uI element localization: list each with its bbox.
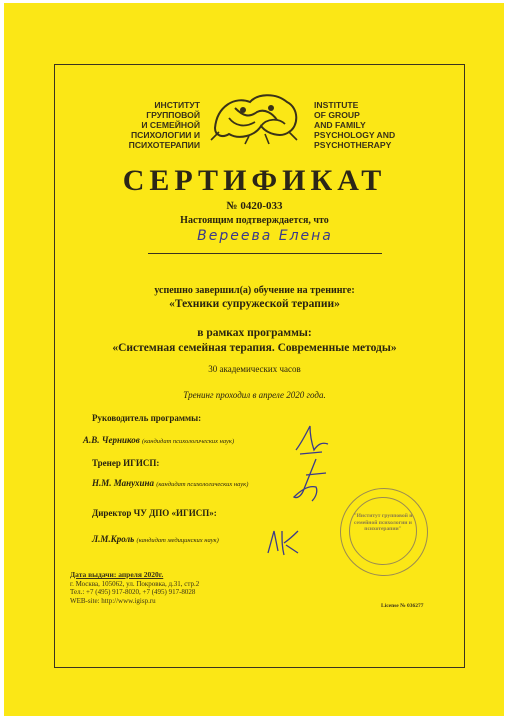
- institute-name-en: [314, 100, 434, 150]
- issue-date: Дата выдачи: апреля 2020г.: [70, 570, 164, 579]
- certificate-number: № 0420-033: [226, 200, 283, 212]
- hours-text: 30 академических часов: [208, 364, 301, 374]
- signature-icon: [286, 455, 330, 505]
- signature-icon: [292, 420, 332, 460]
- certificate-title: СЕРТИФИКАТ: [122, 164, 387, 197]
- signatory-name: [92, 478, 248, 488]
- held-text: Тренинг проходил в апреле 2020 года.: [183, 390, 326, 400]
- role-trainer: Тренер ИГИСП:: [92, 458, 160, 468]
- stamp-text: "Институт групповой и семейной психологии и психотерапии": [353, 513, 413, 532]
- institute-en-line: PSYCHOLOGY AND: [314, 130, 396, 140]
- confirm-text: Настоящим подтверждается, что: [180, 215, 329, 226]
- institute-en-line: AND FAMILY: [314, 120, 366, 130]
- recipient-name: Вереева Елена: [197, 228, 333, 244]
- signatory-credential: (кандидат психологических наук): [141, 438, 235, 445]
- institute-ru-line: ПСИХОЛОГИИ И: [130, 130, 200, 140]
- institute-name-ru: [100, 100, 200, 150]
- signatory-name-text: Н.М. Манухина: [92, 478, 155, 488]
- signatory-name-text: Л.М.Кроль: [92, 534, 135, 544]
- institute-en-line: OF GROUP: [314, 110, 360, 120]
- institute-logo-icon: [205, 88, 305, 146]
- institute-ru-line: ПСИХОТЕРАПИИ: [128, 140, 200, 150]
- signatory-credential: (кандидат психологических наук): [156, 481, 249, 488]
- training-title: «Техники супружеской терапии»: [169, 298, 340, 310]
- signatory-name-text: А.В. Черников: [83, 435, 140, 445]
- institute-stamp: [340, 488, 428, 576]
- institute-en-line: INSTITUTE: [314, 100, 359, 110]
- completed-text: успешно завершил(а) обучение на тренинге:: [154, 285, 355, 296]
- program-title: «Системная семейная терапия. Современные методы»: [112, 342, 397, 354]
- signature-icon: [264, 525, 304, 559]
- signatory-name: [83, 435, 234, 445]
- institute-en-line: PSYCHOTHERAPY: [314, 140, 392, 150]
- phone: Тел.: +7 (495) 917-8020, +7 (495) 917-8028: [70, 588, 196, 596]
- institute-ru-line: ИНСТИТУТ: [154, 100, 200, 110]
- institute-ru-line: И СЕМЕЙНОЙ: [141, 120, 200, 130]
- footer-info: [70, 571, 290, 605]
- role-director: Директор ЧУ ДПО «ИГИСП»:: [92, 508, 217, 518]
- address: г. Москва, 105062, ул. Покровка, д.31, стр.2: [70, 579, 200, 588]
- within-program-text: в рамках программы:: [197, 327, 312, 339]
- recipient-name-line: [148, 253, 382, 254]
- institute-ru-line: ГРУППОВОЙ: [146, 110, 200, 120]
- signatory-credential: (кандидат медицинских наук): [136, 537, 219, 544]
- website: WEB-site: http://www.igisp.ru: [70, 596, 156, 605]
- role-program-head: Руководитель программы:: [92, 413, 202, 423]
- signatory-name: [92, 534, 219, 544]
- license-number: License № 036277: [381, 603, 424, 609]
